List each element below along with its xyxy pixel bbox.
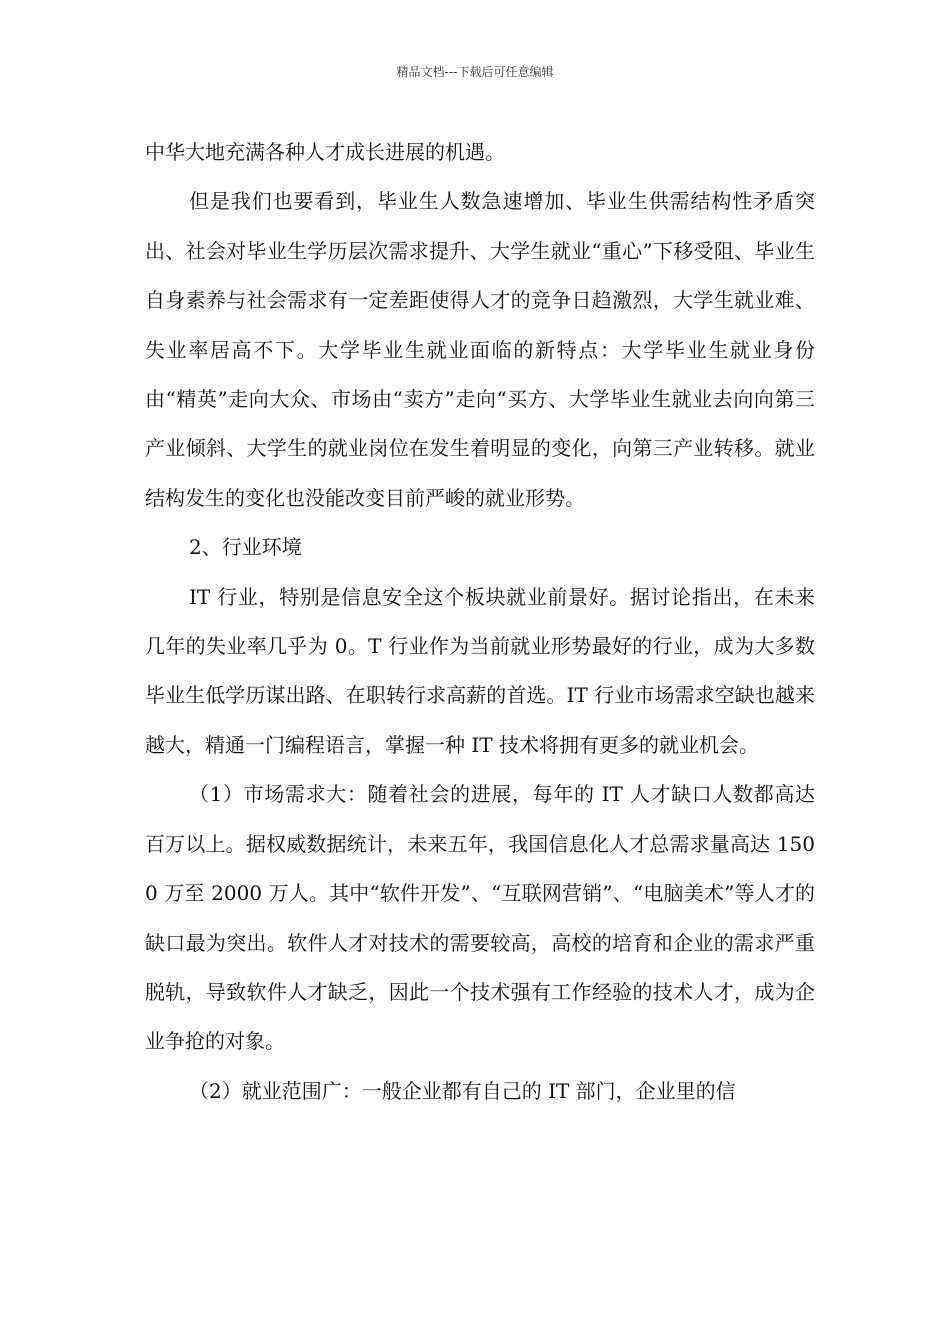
page-header: 精品文档---下载后可任意编辑 <box>396 65 554 79</box>
paragraph-it-industry: IT 行业，特别是信息安全这个板块就业前景好。据讨论指出，在未来几年的失业率几乎为 0。T 行业作为当前就业形势最好的行业，成为大多数毕业生低学历谋出路、在职转行求高薪的首选。IT 行业市场需求空缺也越来越大，精通一门编程语言，掌握一种 IT 技术将拥有更多的就业机会。 <box>145 584 815 757</box>
paragraph-market-demand: （1）市场需求大：随着社会的进展，每年的 IT 人才缺口人数都高达百万以上。据权威数据统计，未来五年，我国信息化人才总需求量高达 1500 万至 2000 万人。其中“软件开发”、“互联网营销”、“电脑美术”等人才的缺口最为突出。软件人才对技术的需要较高，高校的培育和企业的需求严重脱轨，导致软件人才缺乏，因此一个技术强有工作经验的技术人才，成为企业争抢的对象。 <box>145 782 815 1054</box>
paragraph-employment-situation: 但是我们也要看到，毕业生人数急速增加、毕业生供需结构性矛盾突出、社会对毕业生学历层次需求提升、大学生就业“重心”下移受阻、毕业生自身素养与社会需求有一定差距使得人才的竞争日趋激烈，大学生就业难、失业率居高不下。大学毕业生就业面临的新特点：大学毕业生就业身份由“精英”走向大众、市场由“卖方”走向“买方、大学毕业生就业去向向第三产业倾斜、大学生的就业岗位在发生着明显的变化，向第三产业转移。就业结构发生的变化也没能改变目前严峻的就业形势。 <box>145 189 815 510</box>
section-heading-industry-environment: 2、行业环境 <box>189 535 302 560</box>
paragraph-employment-range: （2）就业范围广：一般企业都有自己的 IT 部门，企业里的信 <box>189 1078 736 1103</box>
paragraph-continuation: 中华大地充满各种人才成长进展的机遇。 <box>145 140 505 164</box>
document-body <box>145 128 815 1116</box>
